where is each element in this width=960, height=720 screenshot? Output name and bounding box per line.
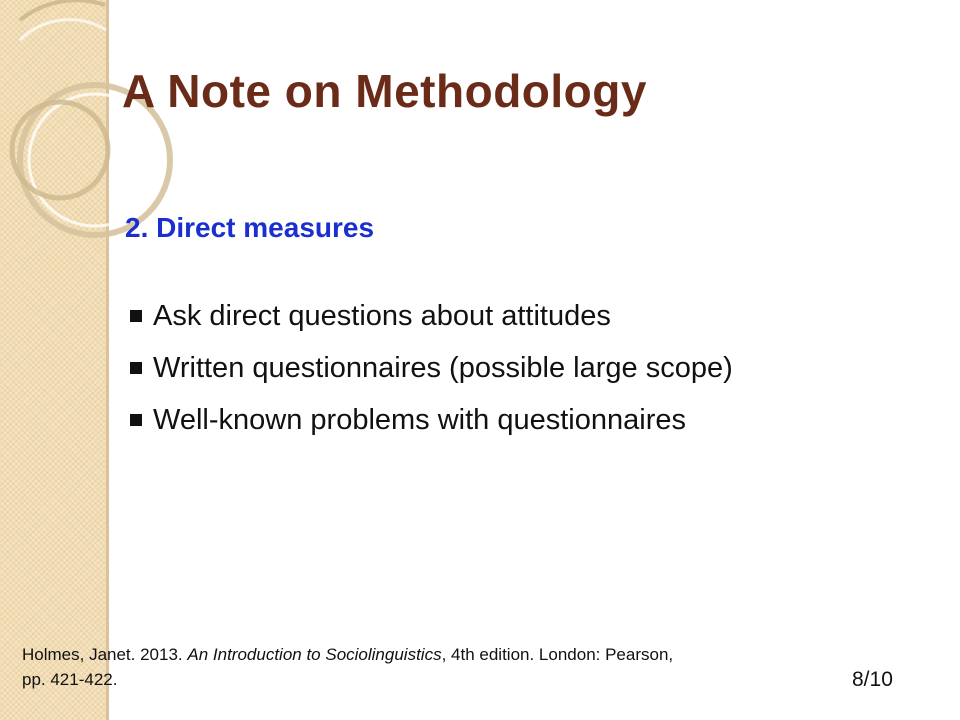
bullet-text: Well-known problems with questionnaires: [153, 403, 686, 436]
citation-author-year: Holmes, Janet. 2013.: [22, 645, 188, 664]
bullet-item: [130, 394, 733, 446]
citation-pages: pp. 421-422.: [22, 670, 118, 689]
section-subheading: 2. Direct measures: [125, 212, 375, 243]
slide-title: A Note on Methodology: [122, 65, 647, 117]
square-bullet-icon: [130, 362, 142, 374]
square-bullet-icon: [130, 310, 142, 322]
citation: [22, 642, 882, 692]
citation-details: , 4th edition. London: Pearson,: [441, 645, 674, 664]
bullet-text: Written questionnaires (possible large scope): [153, 351, 733, 384]
bullet-item: [130, 342, 733, 394]
citation-work-title: An Introduction to Sociolinguistics: [187, 645, 442, 664]
bullet-list: [130, 290, 733, 446]
square-bullet-icon: [130, 414, 142, 426]
bullet-text: Ask direct questions about attitudes: [153, 299, 611, 332]
bullet-item: [130, 290, 733, 342]
page-number: 8/10: [852, 668, 893, 691]
